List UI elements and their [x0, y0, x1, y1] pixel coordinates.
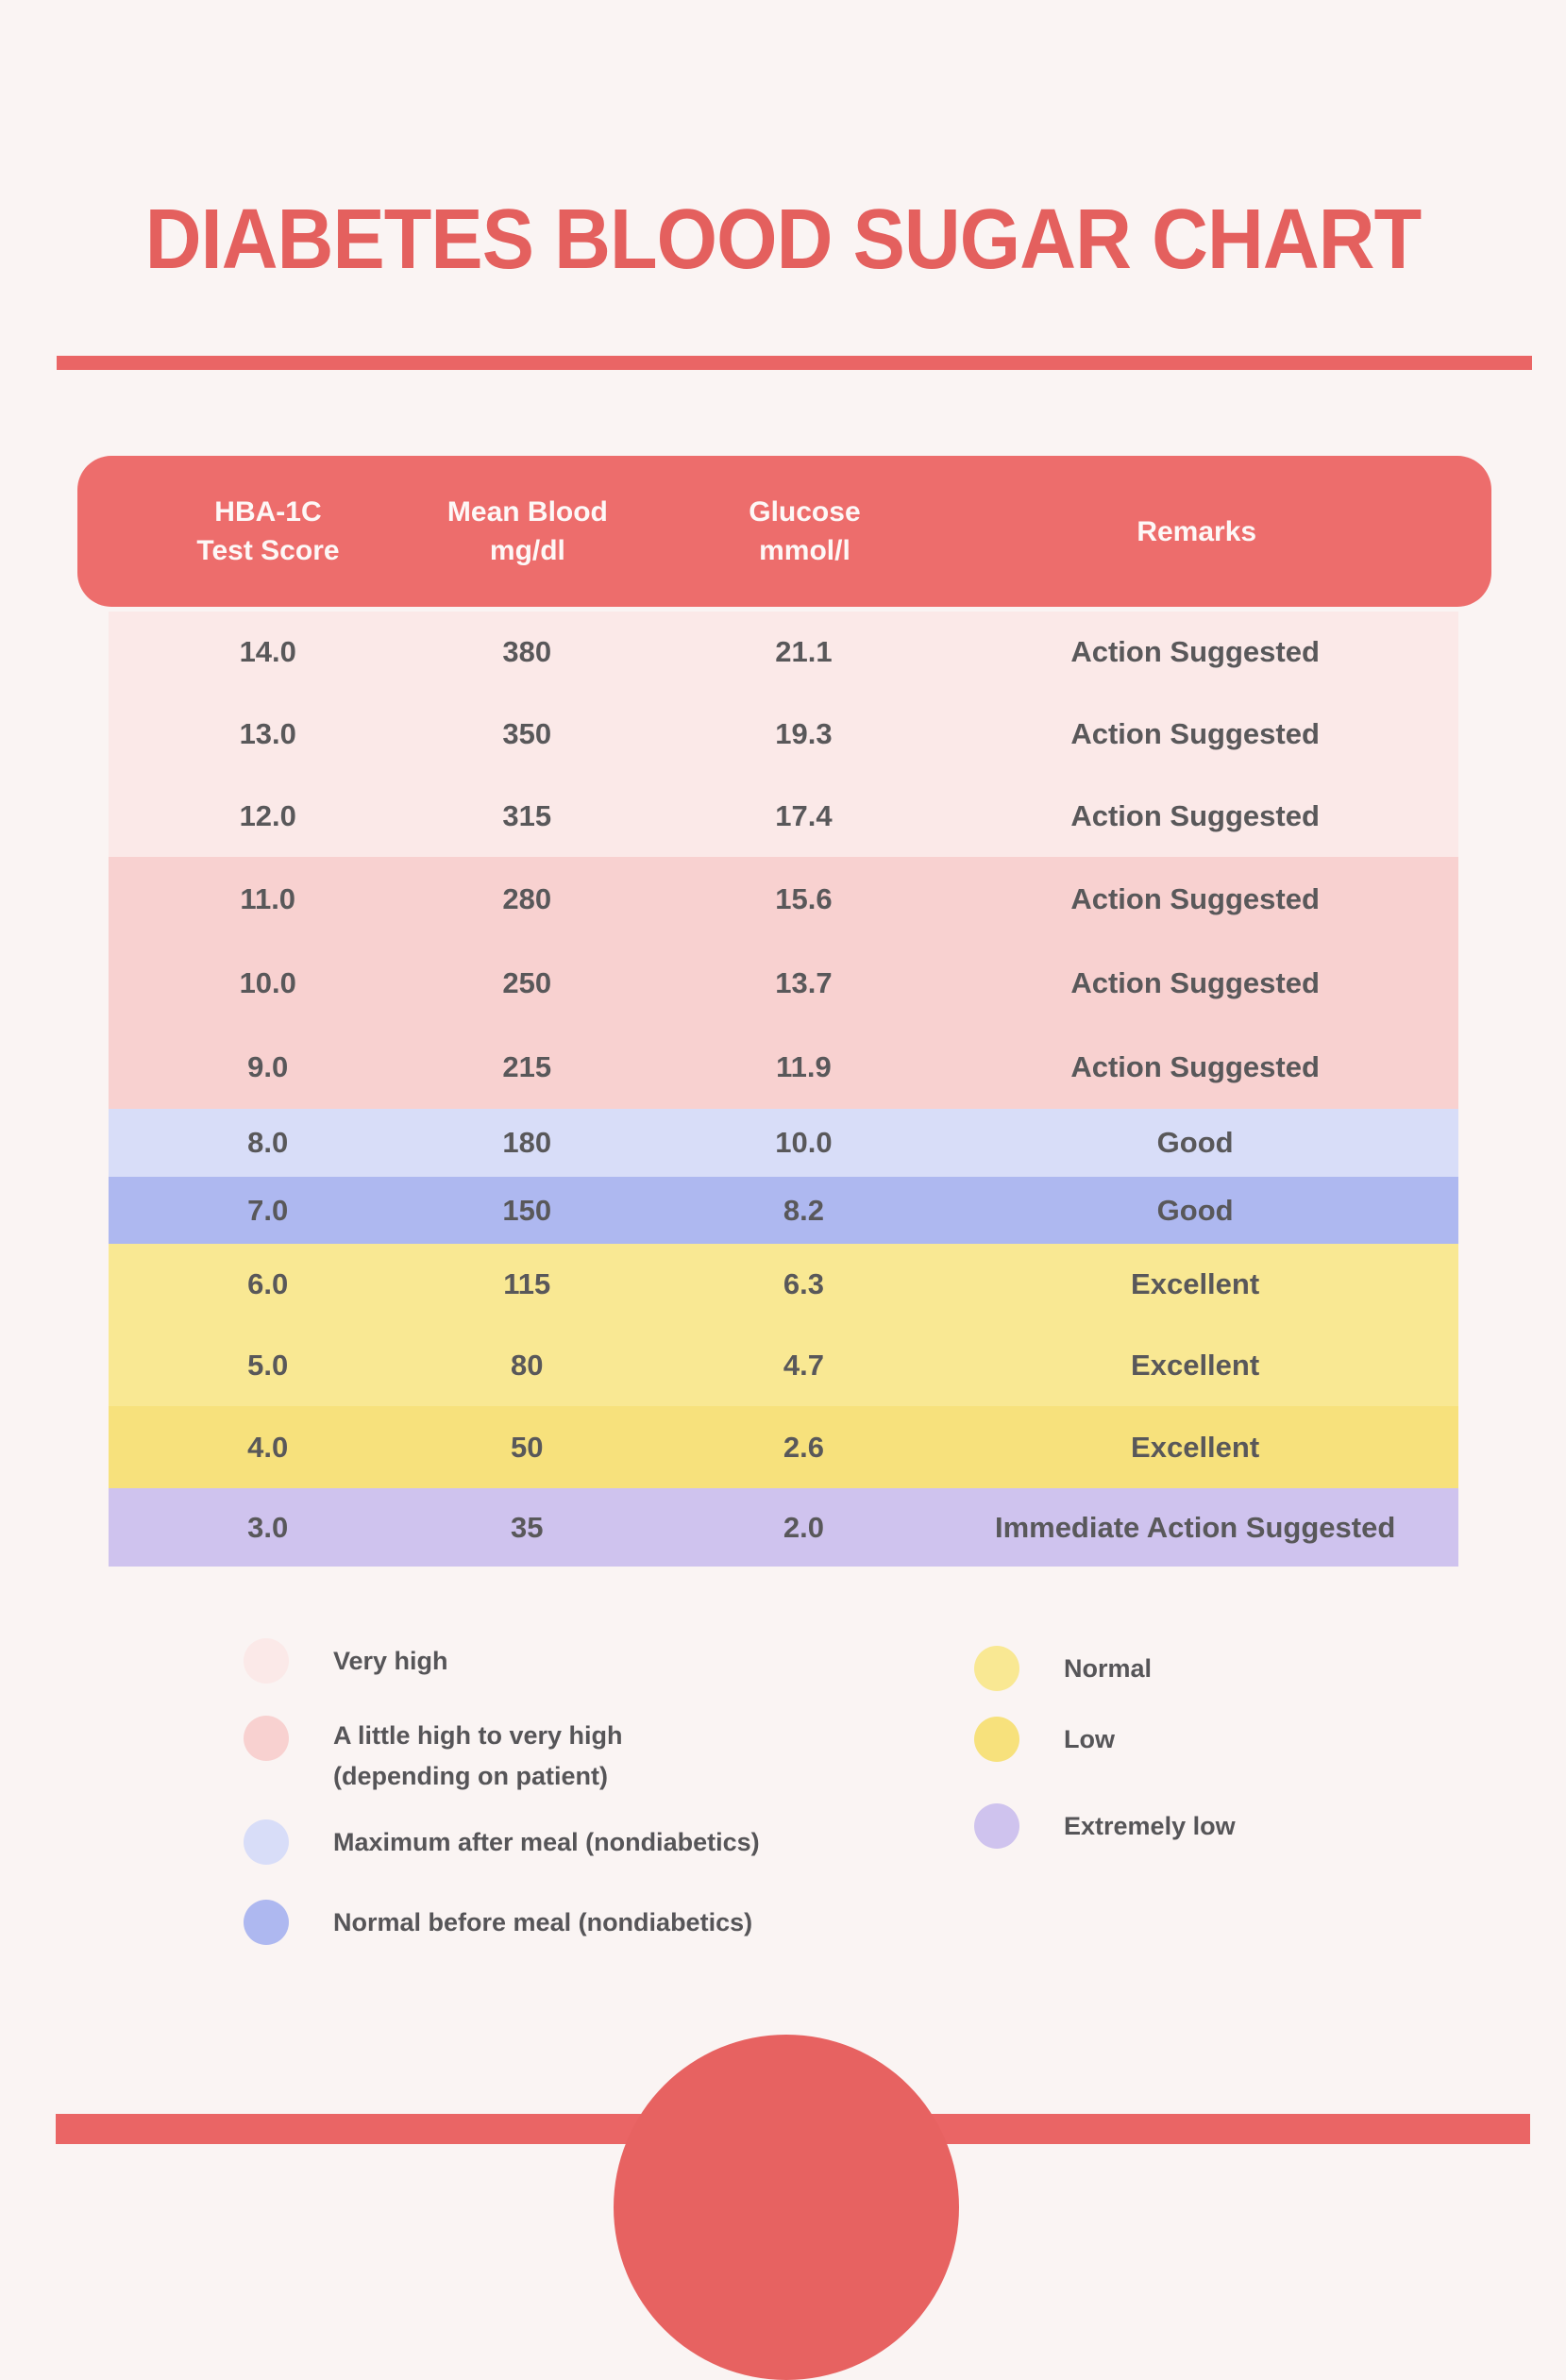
column-header-hba1c-line1: HBA-1C: [214, 496, 322, 528]
column-header-glucose-line2: mmol/l: [759, 535, 850, 566]
column-header-hba1c-line2: Test Score: [196, 535, 340, 566]
cell-score: 9.0: [247, 1049, 289, 1083]
cell-score: 7.0: [247, 1193, 289, 1227]
low-color-dot: [974, 1717, 1019, 1762]
cell-glucose: 13.7: [775, 965, 833, 999]
table-row: [109, 941, 1458, 1025]
cell-glucose: 19.3: [775, 717, 833, 751]
cell-glucose: 10.0: [775, 1126, 833, 1160]
cell-glucose: 2.0: [783, 1510, 824, 1544]
legend-label: Very high: [333, 1646, 448, 1675]
cell-remark: Excellent: [1131, 1349, 1260, 1383]
table-header-grid: [109, 493, 1460, 570]
cell-remark: Action Suggested: [1070, 881, 1320, 915]
cell-remark: Excellent: [1131, 1267, 1260, 1301]
cell-mean: 80: [511, 1349, 544, 1383]
cell-glucose: 21.1: [775, 635, 833, 669]
little-high-color-dot: [244, 1716, 289, 1761]
legend-right-column: [974, 1646, 1236, 1849]
legend-label: Maximum after meal (nondiabetics): [333, 1827, 760, 1856]
column-header-remarks: Remarks: [1137, 515, 1257, 547]
cell-mean: 380: [502, 635, 552, 669]
legend-item-very-high: [244, 1638, 760, 1684]
column-header-mean-blood: [428, 493, 628, 570]
cell-mean: 50: [511, 1430, 544, 1464]
cell-score: 12.0: [239, 798, 296, 832]
cell-glucose: 15.6: [775, 881, 833, 915]
cell-remark: Immediate Action Suggested: [994, 1510, 1396, 1544]
legend-label: Normal: [1064, 1653, 1153, 1683]
column-header-mean-blood-line2: mg/dl: [489, 535, 565, 566]
cell-score: 8.0: [247, 1126, 289, 1160]
table-row: [109, 694, 1458, 776]
table-row: [109, 857, 1458, 941]
cell-mean: 350: [502, 717, 552, 751]
legend-label: Normal before meal (nondiabetics): [333, 1907, 753, 1936]
cell-score: 14.0: [239, 635, 296, 669]
table-row: [109, 1325, 1458, 1406]
cell-remark: Good: [1156, 1193, 1234, 1227]
cell-score: 11.0: [240, 881, 296, 915]
column-header-glucose: [628, 493, 982, 570]
table-row: [109, 612, 1458, 694]
table-row: [109, 1177, 1458, 1244]
top-divider-rule: [57, 356, 1532, 370]
cell-remark: Action Suggested: [1070, 798, 1320, 832]
legend-label: Low: [1064, 1724, 1115, 1753]
cell-remark: Action Suggested: [1070, 965, 1320, 999]
cell-glucose: 4.7: [783, 1349, 824, 1383]
legend-item-normal: [974, 1646, 1236, 1691]
cell-remark: Action Suggested: [1070, 635, 1320, 669]
cell-mean: 315: [502, 798, 552, 832]
cell-glucose: 11.9: [776, 1049, 832, 1083]
cell-mean: 150: [502, 1193, 552, 1227]
normal-color-dot: [974, 1646, 1019, 1691]
cell-glucose: 2.6: [783, 1430, 824, 1464]
legend-label-line2: (depending on patient): [333, 1762, 608, 1790]
cell-glucose: 17.4: [775, 798, 833, 832]
table-row: [109, 1109, 1458, 1177]
cell-mean: 35: [511, 1510, 544, 1544]
cell-remark: Action Suggested: [1070, 717, 1320, 751]
cell-remark: Excellent: [1131, 1430, 1260, 1464]
cell-mean: 250: [502, 965, 552, 999]
cell-glucose: 8.2: [783, 1193, 824, 1227]
legend-item-max-after-meal: [244, 1819, 760, 1865]
cell-mean: 115: [503, 1267, 551, 1301]
cell-score: 10.0: [239, 965, 296, 999]
legend-label: [333, 1716, 623, 1797]
bottom-dome-decoration: [614, 2035, 959, 2380]
cell-score: 5.0: [247, 1349, 289, 1383]
normal-before-meal-color-dot: [244, 1900, 289, 1945]
legend-left-column: [244, 1638, 760, 1945]
table-row: [109, 1025, 1458, 1109]
legend-item-extremely-low: [974, 1803, 1236, 1849]
legend-item-normal-before-meal: [244, 1900, 760, 1945]
extremely-low-color-dot: [974, 1803, 1019, 1849]
cell-score: 6.0: [247, 1267, 289, 1301]
cell-glucose: 6.3: [783, 1267, 824, 1301]
cell-mean: 180: [502, 1126, 552, 1160]
column-header-glucose-line1: Glucose: [749, 496, 861, 528]
cell-remark: Action Suggested: [1070, 1049, 1320, 1083]
cell-score: 4.0: [247, 1430, 289, 1464]
table-row: [109, 775, 1458, 857]
legend-label: Extremely low: [1064, 1811, 1236, 1840]
table-body: [109, 612, 1458, 1567]
table-row: [109, 1244, 1458, 1325]
table-row: [109, 1488, 1458, 1567]
cell-score: 13.0: [239, 717, 296, 751]
cell-score: 3.0: [247, 1510, 289, 1544]
table-row: [109, 1406, 1458, 1488]
cell-mean: 215: [502, 1049, 552, 1083]
cell-mean: 280: [502, 881, 552, 915]
legend-item-low: [974, 1717, 1236, 1762]
page-title-wrap: [0, 193, 1566, 287]
page-title: DIABETES BLOOD SUGAR CHART: [144, 193, 1422, 287]
legend-item-little-high: [244, 1716, 760, 1797]
column-header-mean-blood-line1: Mean Blood: [446, 496, 608, 528]
max-after-meal-color-dot: [244, 1819, 289, 1865]
column-header-hba1c: [109, 493, 428, 570]
very-high-color-dot: [244, 1638, 289, 1684]
cell-remark: Good: [1156, 1126, 1234, 1160]
legend-label-line1: A little high to very high: [333, 1721, 623, 1750]
table-header: [77, 456, 1491, 607]
